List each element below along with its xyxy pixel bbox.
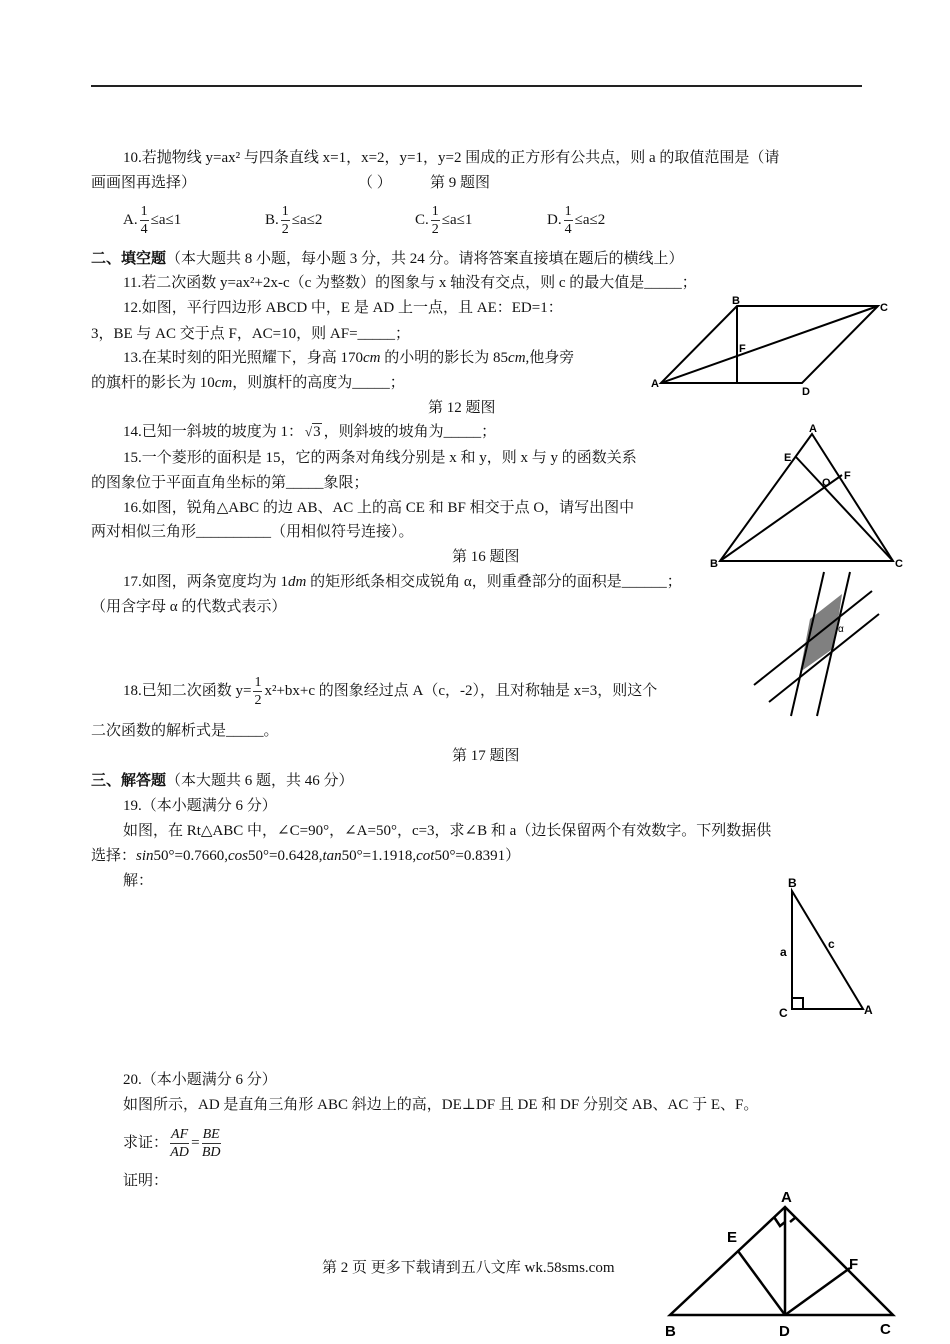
label-a-side: a	[780, 945, 787, 959]
label-c: C	[895, 558, 903, 570]
q10-option-c: C. $\frac{1}{2}$ ≤a≤1	[415, 204, 473, 238]
q13-line1: 13.在某时刻的阳光照耀下，身高 170cm 的小明的影长为 85cm,他身旁	[123, 350, 575, 366]
label-c: C	[779, 1006, 788, 1020]
q20-line1: 如图所示，AD 是直角三角形 ABC 斜边上的高，DE⊥DF 且 DE 和 DF 分别交 AB、AC 于 E、F。	[123, 1097, 759, 1113]
diagonal-ac	[661, 306, 878, 383]
q19-line1: 如图，在 Rt△ABC 中，∠C=90°，∠A=50°，c=3，求∠B 和 a（边长保留两个有效数字。下列数据供	[123, 823, 772, 839]
right-angle-mark	[792, 998, 803, 1009]
q19-line2: 选择：sin50°=0.7660,cos50°=0.6428,tan50°=1.1918,cot50°=0.8391）	[91, 848, 521, 864]
q10-option-b: B. $\frac{1}{2}$ ≤a≤2	[265, 204, 323, 238]
section2-heading: 二、填空题（本大题共 8 小题，每小题 3 分，共 24 分。请将答案直接填在题后的横线上）	[91, 251, 684, 267]
header-rule	[91, 85, 862, 87]
label-a: A	[781, 1189, 792, 1206]
q16-line1: 16.如图，锐角△ABC 的边 AB、AC 上的高 CE 和 BF 相交于点 O，请写出图中	[123, 500, 635, 516]
q17-line2: （用含字母 α 的代数式表示）	[91, 599, 287, 615]
q10-line2: 画画图再选择）	[91, 175, 197, 191]
crossing-strips-figure	[750, 566, 890, 721]
label-f: F	[739, 343, 746, 355]
label-d: D	[779, 1323, 790, 1340]
q13-line2: 的旗杆的影长为 10cm，则旗杆的高度为_____；	[91, 375, 405, 391]
q12-line1: 12.如图，平行四边形 ABCD 中，E 是 AD 上一点，且 AE：ED=1：	[123, 300, 563, 316]
q17-line1: 17.如图，两条宽度均为 1dm 的矩形纸条相交成锐角 α，则重叠部分的面积是______；	[123, 574, 682, 590]
label-b: B	[710, 558, 718, 570]
label-b: B	[788, 876, 797, 890]
altitude-triangle-figure	[660, 1185, 905, 1340]
q14-text: 14.已知一斜坡的坡度为 1： √3 ，则斜坡的坡角为_____；	[123, 424, 497, 440]
label-a: A	[864, 1003, 873, 1017]
page-footer: 第 2 页 更多下载请到五八文库 wk.58sms.com	[322, 1260, 615, 1276]
q10-paren: （ ）	[358, 175, 392, 191]
q18-line1: 18.已知二次函数 y= $\frac{1}{2}$ x²+bx+c 的图象经过点 A（c，-2），且对称轴是 x=3，则这个	[123, 675, 658, 709]
segment-de	[738, 1251, 785, 1315]
right-angle-mark-a	[774, 1217, 785, 1226]
label-b: B	[665, 1323, 676, 1340]
right-angle-mark-a2	[790, 1217, 796, 1222]
q9-fig-caption: 第 9 题图	[430, 175, 491, 191]
q17-fig-caption: 第 17 题图	[452, 748, 520, 764]
label-c: C	[880, 302, 888, 314]
q20-proof-label: 证明：	[123, 1173, 169, 1189]
q10-line1: 10.若抛物线 y=ax² 与四条直线 x=1，x=2，y=1，y=2 围成的正方形有公共点，则 a 的取值范围是（请	[123, 150, 780, 166]
label-o: O	[822, 477, 831, 489]
label-f: F	[849, 1256, 859, 1273]
label-c: C	[880, 1321, 891, 1338]
sqrt-symbol: √3	[305, 424, 321, 440]
q16-fig-caption: 第 16 题图	[452, 549, 520, 565]
q12-fig-caption: 第 12 题图	[428, 400, 496, 416]
parallelogram-figure	[650, 292, 900, 402]
q12-line2: 3，BE 与 AC 交于点 F，AC=10，则 AF=_____；	[91, 326, 411, 342]
triangle-altitudes-figure	[708, 420, 908, 570]
right-triangle-figure	[776, 873, 886, 1023]
q16-line2: 两对相似三角形__________（用相似符号连接）。	[91, 524, 414, 540]
label-alpha: α	[838, 624, 844, 635]
q18-line2: 二次函数的解析式是_____。	[91, 723, 279, 739]
label-a: A	[809, 423, 817, 435]
label-e: E	[784, 452, 792, 464]
q11-text: 11.若二次函数 y=ax²+2x-c（c 为整数）的图象与 x 轴没有交点，则 c 的最大值是_____；	[123, 275, 697, 291]
q15-line2: 的图象位于平面直角坐标的第_____象限；	[91, 475, 369, 491]
strip2-edge-lower	[754, 591, 872, 685]
q19-header: 19.（本小题满分 6 分）	[123, 798, 277, 814]
q10-option-a: A. $\frac{1}{4}$ ≤a≤1	[123, 204, 182, 238]
label-f: F	[844, 470, 851, 482]
section3-heading: 三、解答题（本大题共 6 题，共 46 分）	[91, 773, 354, 789]
label-d: D	[802, 386, 810, 398]
label-e: E	[727, 1229, 738, 1246]
q20-header: 20.（本小题满分 6 分）	[123, 1072, 277, 1088]
label-b: B	[732, 295, 740, 307]
q15-line1: 15.一个菱形的面积是 15，它的两条对角线分别是 x 和 y，则 x 与 y 的函数关系	[123, 450, 637, 466]
q10-option-d: D. $\frac{1}{4}$ ≤a≤2	[547, 204, 606, 238]
label-c-side: c	[828, 937, 835, 951]
q19-answer-label: 解：	[123, 873, 154, 889]
q20-prove: 求证： $\frac{AF}{AD}$ = $\frac{BE}{BD}$	[123, 1127, 221, 1161]
segment-df	[785, 1268, 850, 1315]
label-a: A	[651, 378, 659, 390]
